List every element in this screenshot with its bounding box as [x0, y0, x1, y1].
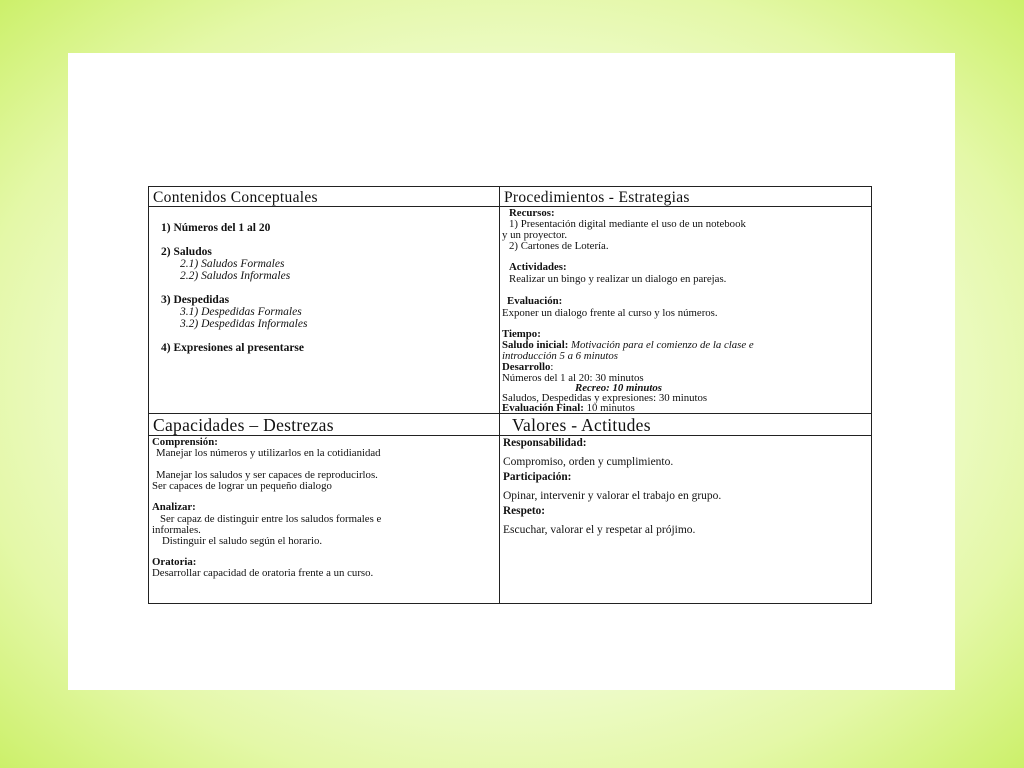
header-valores: Valores - Actitudes — [512, 415, 651, 435]
header-capacidades: Capacidades – Destrezas — [153, 415, 334, 435]
capacidades-cell — [149, 436, 499, 604]
contenido-item-4: 4) Expresiones al presentarse — [161, 342, 304, 354]
saludo-inicial-text: Motivación para el comienzo de la clase e — [571, 339, 754, 351]
evaluacion-text: Exponer un dialogo frente al curso y los números. — [502, 307, 718, 319]
recursos-label: Recursos: — [509, 207, 555, 219]
comprension-item-2b: Ser capaces de lograr un pequeño dialogo — [152, 480, 332, 492]
contenido-item-3-2: 3.2) Despedidas Informales — [180, 318, 308, 330]
responsabilidad-text: Compromiso, orden y cumplimiento. — [503, 456, 674, 468]
saludo-inicial-label: Saludo inicial: — [502, 339, 569, 351]
desarrollo-item-1: Números del 1 al 20: 30 minutos — [502, 372, 644, 384]
recursos-item-2: 2) Cartones de Lotería. — [509, 240, 609, 252]
recursos-item-1a: 1) Presentación digital mediante el uso de un notebook — [509, 218, 746, 230]
contenido-item-3: 3) Despedidas — [161, 294, 230, 306]
contenido-item-2-2: 2.2) Saludos Informales — [180, 270, 291, 282]
evaluacion-label: Evaluación: — [507, 295, 563, 307]
evaluacion-final-label: Evaluación Final: — [502, 402, 584, 413]
header-procedimientos: Procedimientos - Estrategias — [504, 189, 690, 206]
participacion-label: Participación: — [503, 471, 572, 483]
lesson-plan-table — [148, 186, 872, 604]
recursos-item-1b: y un proyector. — [502, 229, 568, 241]
comprension-item-1: Manejar los números y utilizarlos en la cotidianidad — [156, 447, 381, 459]
valores-cell — [500, 436, 872, 604]
desarrollo-label: Desarrollo — [502, 361, 551, 373]
saludo-inicial-text-2: introducción 5 a 6 minutos — [502, 350, 618, 362]
oratoria-text: Desarrollar capacidad de oratoria frente a un curso. — [152, 567, 374, 579]
evaluacion-final-line — [502, 403, 635, 413]
comprension-item-2a: Manejar los saludos y ser capaces de reproducirlos. — [156, 469, 378, 481]
recreo-text: Recreo: 10 minutos — [575, 382, 662, 394]
header-contenidos: Contenidos Conceptuales — [153, 189, 318, 206]
contenido-item-1: 1) Números del 1 al 20 — [161, 222, 271, 234]
procedimientos-cell — [500, 207, 872, 413]
actividades-text: Realizar un bingo y realizar un dialogo en parejas. — [509, 273, 727, 285]
analizar-item-1b: informales. — [152, 524, 201, 536]
desarrollo-item-2: Saludos, Despedidas y expresiones: 30 minutos — [502, 392, 708, 404]
analizar-item-1a: Ser capaz de distinguir entre los saludos formales e — [160, 513, 382, 525]
desarrollo-line: Desarrollo: — [502, 361, 554, 373]
respeto-text: Escuchar, valorar el y respetar al prójimo. — [503, 524, 696, 536]
contenido-item-2-1: 2.1) Saludos Formales — [180, 258, 285, 270]
actividades-label: Actividades: — [509, 261, 567, 273]
analizar-item-2: Distinguir el saludo según el horario. — [162, 535, 323, 547]
slide-panel — [68, 53, 955, 690]
analizar-label: Analizar: — [152, 501, 196, 513]
contenido-item-2: 2) Saludos — [161, 246, 212, 258]
contenido-item-3-1: 3.1) Despedidas Formales — [180, 306, 302, 318]
oratoria-label: Oratoria: — [152, 556, 197, 568]
responsabilidad-label: Responsabilidad: — [503, 437, 587, 449]
evaluacion-final-text: 10 minutos — [586, 402, 635, 413]
respeto-label: Respeto: — [503, 505, 546, 517]
tiempo-label: Tiempo: — [502, 328, 541, 340]
comprension-label: Comprensión: — [152, 436, 218, 448]
participacion-text: Opinar, intervenir y valorar el trabajo en grupo. — [503, 490, 722, 502]
contenidos-cell — [149, 207, 499, 413]
